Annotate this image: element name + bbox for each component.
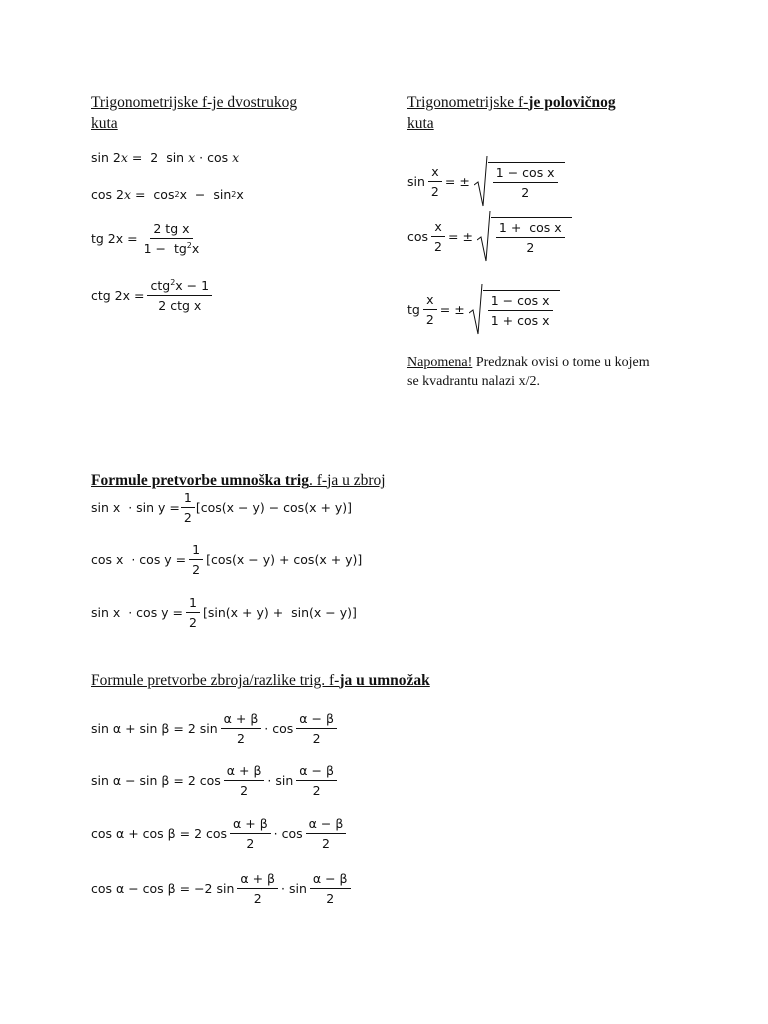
half-angle-heading-line2: kuta [407,115,434,132]
sin2x-lhs: sin 2 [91,150,121,165]
sum-heading-a: Formule pretvorbe zbroja/razlike trig. f- [91,672,340,689]
half-sin-xn: x [428,164,441,182]
double-angle-heading-line2: kuta [91,115,118,132]
sum-heading-b: ja u umnožak [339,672,430,689]
note-label: Napomena! [407,355,473,370]
p3-den: 2 [189,615,197,630]
sin2x-var2: x [188,150,196,165]
product-heading-b: . f- [308,472,328,489]
half-sin-frac [493,165,558,200]
half-cos-radicand [491,217,572,255]
s4-frac2 [310,871,351,906]
half-sin-xd: 2 [430,183,439,199]
half-tg-num: 1 − cos x [488,293,553,311]
s4-d1: 2 [253,891,262,906]
tg2x-den-b: x [191,241,200,256]
half-cos-den: 2 [526,240,535,255]
p2-rhs: [cos(x − y) + cos(x + y)] [206,552,363,567]
ctg2x-num-sq: 2 [170,278,176,287]
formula-sinx-cosy [91,595,357,630]
s4-frac1 [237,871,278,906]
cos2x-var: x [123,187,132,202]
formula-sin-2x [91,150,239,165]
s4-n2: α − β [310,871,351,889]
s2-frac2 [296,763,337,798]
half-tg-xn: x [423,292,436,310]
formula-half-cos [407,210,572,262]
sign-note [407,353,650,391]
ctg2x-lhs: ctg 2x = [91,288,145,303]
p1-half [181,490,195,525]
tg2x-lhs: tg 2x = [91,231,138,246]
s3-mid: · cos [273,826,303,841]
cos2x-end: x [236,187,244,202]
product-heading-a: Formule pretvorbe umnoška trig [91,472,309,489]
tg2x-den-a: 1 − tg [143,241,187,256]
half-cos-sqrt [477,210,572,262]
s4-n1: α + β [237,871,278,889]
s1-mid: · cos [264,721,294,736]
p2-half [189,542,203,577]
cos2x-sq2: 2 [231,190,237,199]
formula-cos-plus-cos [91,816,349,851]
half-tg-x-frac [423,292,437,327]
s1-n2: α − β [296,711,337,729]
sin2x-dot: · cos [195,150,233,165]
p1-rhs: [cos(x − y) − cos(x + y)] [195,500,353,515]
half-cos-num: 1 + cos x [496,220,565,238]
s4-lhs: cos α − cos β = −2 sin [91,881,235,896]
half-angle-heading-b: je polovičnog [528,94,616,111]
s3-frac2 [306,816,347,851]
s3-d2: 2 [322,836,330,851]
half-angle-heading [407,92,616,134]
radical-sign-icon [469,283,483,335]
formula-ctg-2x [91,278,215,313]
double-angle-heading-line1: Trigonometrijske f-je dvostrukog [91,94,298,111]
formula-half-tg [407,283,560,335]
p3-rhs: [sin(x + y) + sin(x − y)] [202,605,357,620]
half-cos-frac [496,220,565,255]
tg2x-den-sq: 2 [186,241,192,250]
s4-mid: · sin [281,881,307,896]
half-sin-sqrt [474,155,565,207]
product-to-sum-heading [91,470,386,491]
note-text: Predznak ovisi o tome u kojem [472,355,650,370]
half-tg-xd: 2 [425,311,434,327]
formula-half-sin [407,155,565,207]
s2-d1: 2 [240,783,249,798]
formula-cosx-cosy [91,542,362,577]
p2-den: 2 [192,562,201,577]
formula-sin-plus-sin [91,711,340,746]
half-tg-eq: = ± [439,301,465,317]
half-sin-fn: sin [407,173,425,189]
sum-to-product-heading [91,670,430,691]
ctg2x-num [147,278,212,296]
s2-mid: · sin [267,773,294,788]
half-angle-heading-a: Trigonometrijske f- [407,94,529,111]
s3-frac1 [230,816,271,851]
p1-den: 2 [183,510,192,525]
half-cos-fn: cos [407,228,429,244]
s4-d2: 2 [326,891,335,906]
half-sin-x-frac [428,164,442,199]
tg2x-num: 2 tg x [150,221,192,239]
formula-cos-minus-cos [91,871,354,906]
half-cos-xd: 2 [434,238,442,254]
half-sin-eq: = ± [444,173,470,189]
formula-sin-minus-sin [91,763,340,798]
s1-frac2 [296,711,337,746]
s3-d1: 2 [246,836,255,851]
half-tg-sqrt [469,283,560,335]
sin2x-eq: = 2 sin [127,150,189,165]
p3-half [186,595,200,630]
half-cos-x-frac [431,219,445,254]
half-sin-radicand [488,162,565,200]
half-tg-frac [488,293,553,328]
s3-n2: α − β [306,816,347,834]
p3-lhs: sin x · cos y = [91,605,184,620]
cos2x-lhs: cos 2 [91,187,124,202]
note-line2: se kvadrantu nalazi x/2. [407,374,540,389]
radical-sign-icon [474,155,488,207]
tg2x-den [141,239,203,256]
formula-tg-2x [91,221,205,256]
half-sin-den: 2 [521,185,530,200]
s1-frac1 [221,711,262,746]
sin2x-var: x [120,150,128,165]
half-cos-xn: x [431,219,444,237]
ctg2x-num-b: x − 1 [175,278,210,293]
ctg2x-den: 2 ctg x [158,298,202,313]
cos2x-eq: = cos [131,187,175,202]
formula-cos-2x [91,187,244,202]
s2-lhs: sin α − sin β = 2 cos [91,773,221,788]
half-tg-fn: tg [407,301,420,317]
s2-d2: 2 [312,783,321,798]
s2-n1: α + β [224,763,265,781]
half-cos-eq: = ± [448,228,473,244]
radical-sign-icon [477,210,491,262]
tg2x-fraction [141,221,203,256]
ctg2x-fraction [147,278,212,313]
s1-d2: 2 [312,731,321,746]
p2-lhs: cos x · cos y = [91,552,187,567]
p1-num: 1 [181,490,195,508]
formula-sinx-siny [91,490,352,525]
s1-d1: 2 [237,731,245,746]
s3-n1: α + β [230,816,271,834]
s3-lhs: cos α + cos β = 2 cos [91,826,228,841]
half-sin-num: 1 − cos x [493,165,558,183]
ctg2x-num-a: ctg [150,278,171,293]
cos2x-rest: x − sin [179,187,232,202]
s2-frac1 [224,763,265,798]
cos2x-sq: 2 [174,190,180,199]
p3-num: 1 [186,595,200,613]
half-tg-den: 1 + cos x [490,313,550,328]
s2-n2: α − β [296,763,337,781]
half-tg-radicand [483,290,560,328]
s1-lhs: sin α + sin β = 2 sin [91,721,218,736]
double-angle-heading [91,92,297,134]
p2-num: 1 [189,542,203,560]
s1-n1: α + β [221,711,262,729]
product-heading-c: ja u zbroj [327,472,386,489]
p1-lhs: sin x · sin y = [91,500,180,515]
sin2x-var3: x [232,150,240,165]
